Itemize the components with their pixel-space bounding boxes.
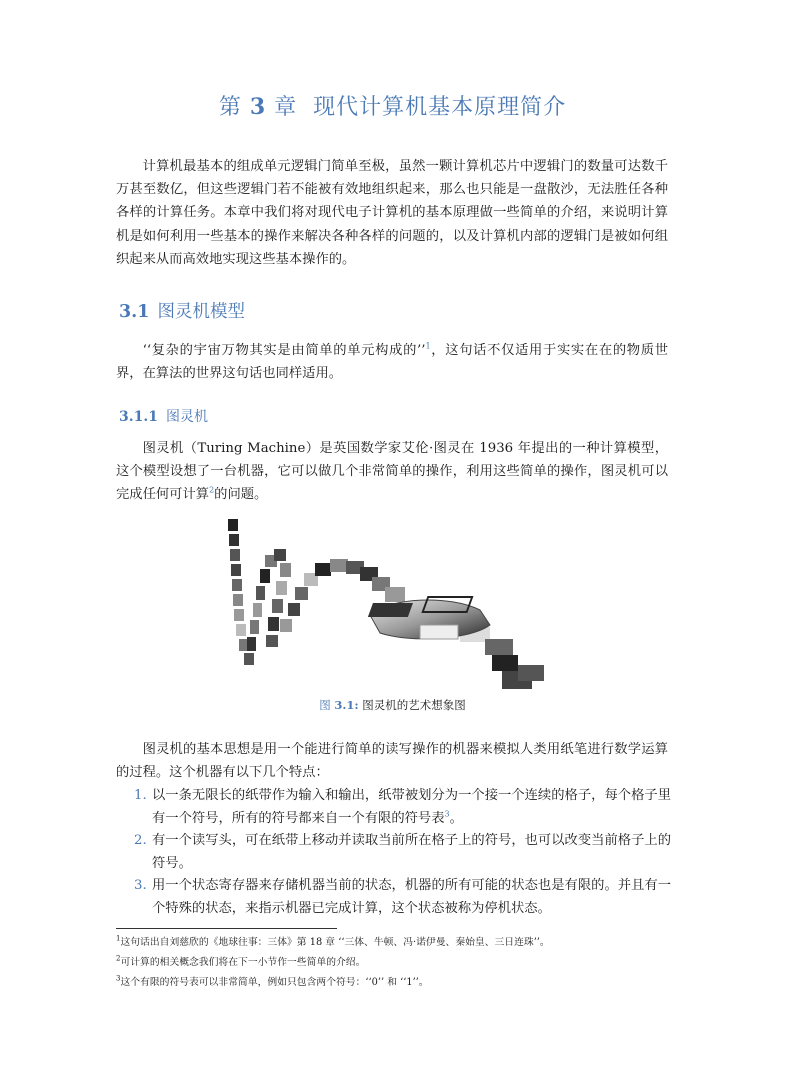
footnote-item [116,933,676,953]
turing-paragraph [116,437,668,507]
footnote-number: 1 [116,934,121,943]
list-item [116,785,671,830]
footnote-item [116,973,676,993]
section-number: 3.1 [119,302,150,322]
footnotes [116,933,676,993]
figure-caption [0,697,785,713]
turing-machine-figure [220,515,550,695]
footnote-text: 可计算的相关概念我们将在下一小节作一些简单的介绍。 [120,957,366,968]
chapter-title-text: 现代计算机基本原理简介 [313,95,567,120]
footnote-mark-1[interactable]: 1 [425,341,431,351]
list-number: 3. [134,878,147,894]
footnote-mark-3[interactable]: 3 [444,809,450,819]
chapter-prefix: 第 [218,95,250,120]
chapter-title [0,90,785,121]
chapter-suffix: 章 [266,95,298,120]
feature-list [116,785,671,921]
list-text: 以一条无限长的纸带作为输入和输出，纸带被划分为一个接一个连续的格子，每个格子里有一个符号，所有的符号都来自一个有限的符号表 [152,788,671,826]
footnote-divider [116,928,337,929]
figure-caption-text: 图灵机的艺术想象图 [358,698,466,712]
section-heading [119,298,245,323]
figure-label-text: 图 [319,698,335,712]
turing-text: 图灵机（Turing Machine）是英国数学家艾伦·图灵在 1936 年提出的一种计算模型，这个模型设想了一台机器，它可以做几个非常简单的操作，利用这些简单的操作，图灵机可以完成任何可计算 [116,441,668,503]
subsection-title: 图灵机 [165,409,208,425]
read-write-head [368,597,490,639]
list-number: 1. [134,788,147,803]
chapter-number: 3 [249,94,267,120]
footnote-text: 这句话出自刘慈欣的《地球往事：三体》第 18 章 ‘‘三体、牛顿、冯·诺伊曼、秦始皇、三日连珠’’。 [120,937,550,948]
subsection-number: 3.1.1 [119,409,158,425]
footnote-number: 2 [116,954,121,963]
list-item [116,830,671,875]
intro-paragraph: 计算机最基本的组成单元逻辑门简单至极，虽然一颗计算机芯片中逻辑门的数量可达数千万甚至数亿，但这些逻辑门若不能被有效地组织起来，那么也只能是一盘散沙，无法胜任各种各样的计算任务。本章中我们将对现代电子计算机的基本原理做一些简单的介绍，来说明计算机是如何利用一些基本的操作来解决各种各样的问题的，以及计算机内部的逻辑门是被如何组织起来从而高效地实现这些基本操作的。 [116,159,668,267]
quote-text: ‘‘复杂的宇宙万物其实是由简单的单元构成的’’ [142,343,426,358]
quote-rest: ，这句话不仅适用于实实在在的物质世界，在算法的世界这句话也同样适用。 [116,343,669,382]
footnote-mark-2[interactable]: 2 [209,485,215,495]
turing-rest: 的问题。 [214,487,268,503]
subsection-heading [119,406,208,426]
list-text-end: 。 [449,810,463,826]
footnote-number: 3 [116,974,121,983]
list-text: 有一个读写头，可在纸带上移动并读取当前所在格子上的符号，也可以改变当前格子上的符号。 [152,833,671,871]
list-item [116,875,671,920]
footnote-text: 这个有限的符号表可以非常简单，例如只包含两个符号：‘‘0’’ 和 ‘‘1’’。 [120,977,429,988]
footnote-item [116,953,676,973]
figure-label [319,698,358,712]
quote-paragraph [116,339,668,385]
list-text: 用一个状态寄存器来存储机器当前的状态，机器的所有可能的状态也是有限的。并且有一个特殊的状态，来指示机器已完成计算，这个状态被称为停机状态。 [152,878,671,916]
list-number: 2. [134,833,147,849]
section-title: 图灵机模型 [157,302,245,322]
figure-number: 3.1: [334,698,359,712]
body-paragraph: 图灵机的基本思想是用一个能进行简单的读写操作的机器来模拟人类用纸笔进行数学运算的过程。这个机器有以下几个特点： [116,742,668,781]
